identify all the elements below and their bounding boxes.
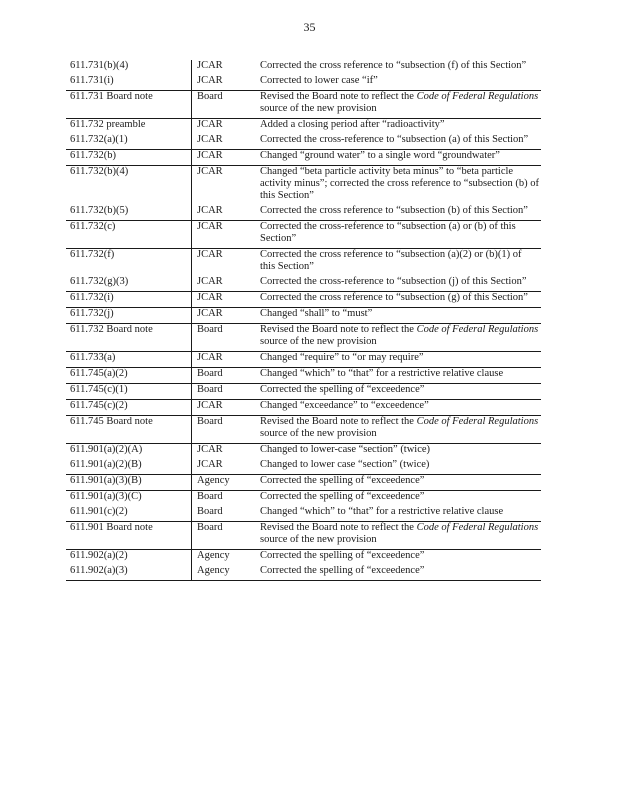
table-row [66,91,541,119]
source-cell: JCAR [192,221,257,249]
description-text: Corrected the spelling of “exceedence” [260,565,425,576]
section-cell: 611.745(c)(2) [66,400,192,416]
description-tail-text: source of the new provision [260,428,377,439]
description-cell [256,150,541,166]
table-row [66,134,541,150]
section-cell: 611.902(a)(2) [66,550,192,566]
description-cell [256,444,541,460]
description-text: Revised the Board note to reflect the [260,91,417,102]
source-cell: JCAR [192,444,257,460]
section-cell: 611.745 Board note [66,416,192,444]
description-text: Changed “exceedance” to “exceedence” [260,400,429,411]
table-row [66,368,541,384]
section-cell: 611.901(a)(2)(A) [66,444,192,460]
table-row [66,506,541,522]
table-row [66,292,541,308]
description-cell [256,550,541,566]
section-cell: 611.732(b) [66,150,192,166]
description-text: Corrected the cross-reference to “subsection (j) of this Section” [260,276,527,287]
description-cell [256,522,541,550]
changes-table-body [66,60,541,581]
source-cell: JCAR [192,205,257,221]
source-cell: JCAR [192,60,257,75]
source-cell: Board [192,416,257,444]
source-cell: Agency [192,475,257,491]
description-italic-text: Code of Federal Regulations [416,324,539,335]
source-cell: JCAR [192,400,257,416]
source-cell: JCAR [192,308,257,324]
source-cell: JCAR [192,292,257,308]
source-cell: Board [192,324,257,352]
description-cell [256,352,541,368]
section-cell: 611.901(a)(2)(B) [70,459,142,470]
table-row [66,565,541,581]
description-tail-text: source of the new provision [260,336,377,347]
description-text: Changed “ground water” to a single word “groundwater” [260,150,500,161]
description-text: Corrected the cross reference to “subsection (b) of this Section” [260,205,528,216]
description-cell [256,205,541,221]
description-cell [256,166,541,206]
description-text: Corrected the spelling of “exceedence” [260,491,425,502]
table-row [66,400,541,416]
page-number: 35 [303,20,316,34]
table-row [66,459,541,475]
description-cell [256,368,541,384]
section-cell: 611.745(a)(2) [66,368,192,384]
source-cell: JCAR [192,75,257,91]
description-text: Changed to lower case “section” (twice) [260,459,430,470]
table-row [66,205,541,221]
description-cell [256,506,541,522]
source-cell: JCAR [192,352,257,368]
description-italic-text: Code of Federal Regulations [416,416,539,427]
description-text: Revised the Board note to reflect the [260,416,417,427]
source-cell: Agency [192,550,257,566]
section-cell: 611.901(a)(3)(C) [66,491,192,507]
description-cell [256,416,541,444]
description-text: Revised the Board note to reflect the [260,324,417,335]
table-row [66,522,541,550]
description-cell [256,134,541,150]
description-cell [256,324,541,352]
section-cell: 611.731 Board note [66,91,192,119]
source-cell: JCAR [192,150,257,166]
section-cell: 611.732(f) [66,249,192,277]
description-text: Corrected the cross-reference to “subsection (a) of this Section” [260,134,529,145]
section-cell: 611.901(c)(2) [70,506,128,517]
description-cell [256,491,541,507]
section-cell: 611.902(a)(3) [66,565,192,581]
source-cell: Board [192,368,257,384]
description-text: Corrected the cross reference to “subsection (a)(2) or (b)(1) of this Section” [260,249,522,272]
description-text: Corrected to lower case “if” [260,75,378,86]
section-cell: 611.745(c)(1) [66,384,192,400]
changes-table [66,60,541,581]
source-cell: Board [192,384,257,400]
description-cell [256,276,541,292]
description-text: Changed to lower-case “section” (twice) [260,444,431,455]
description-cell [256,308,541,324]
description-cell [256,459,541,475]
table-row [66,249,541,277]
table-row [66,324,541,352]
source-cell: Agency [192,565,257,581]
description-cell [256,565,541,581]
description-cell [256,384,541,400]
description-text: Corrected the spelling of “exceedence” [260,550,425,561]
section-cell: 611.732(a)(1) [70,134,128,145]
table-row [66,491,541,507]
source-cell: JCAR [192,249,257,277]
description-tail-text: source of the new provision [260,534,377,545]
description-cell [256,75,541,91]
section-cell: 611.731(b)(4) [70,60,129,71]
description-tail-text: source of the new provision [260,103,377,114]
table-row [66,444,541,460]
section-cell: 611.732(b)(4) [66,166,192,206]
description-text: Corrected the cross reference to “subsection (g) of this Section” [260,292,528,303]
table-row [66,352,541,368]
table-row [66,60,541,75]
section-cell: 611.732(c) [66,221,192,249]
source-cell: JCAR [192,459,257,475]
table-row [66,550,541,566]
section-cell: 611.732(j) [66,308,192,324]
description-cell [256,475,541,491]
description-text: Changed “beta particle activity beta minus” to “beta particle activity minus”; corrected the cross reference to “subsection (b) of this Section” [260,166,540,201]
description-text: Changed “which” to “that” for a restrictive relative clause [260,506,504,517]
table-row [66,416,541,444]
source-cell: Board [192,91,257,119]
source-cell: Board [192,491,257,507]
description-text: Changed “shall” to “must” [260,308,373,319]
description-text: Corrected the spelling of “exceedence” [260,384,425,395]
section-cell: 611.733(a) [66,352,192,368]
source-cell: JCAR [192,166,257,206]
section-cell: 611.901(a)(3)(B) [66,475,192,491]
table-row [66,276,541,292]
section-cell: 611.901 Board note [66,522,192,550]
description-cell [256,119,541,135]
section-cell: 611.732(i) [66,292,192,308]
section-cell: 611.732 Board note [66,324,192,352]
description-text: Added a closing period after “radioactivity” [260,119,445,130]
table-row [66,221,541,249]
source-cell: JCAR [192,134,257,150]
source-cell: Board [192,506,257,522]
source-cell: Board [192,522,257,550]
section-cell: 611.732(b)(5) [70,205,129,216]
description-text: Changed “require” to “or may require” [260,352,424,363]
description-cell [256,400,541,416]
description-cell [256,221,541,249]
table-row [66,475,541,491]
source-cell: JCAR [192,119,257,135]
description-cell [256,91,541,119]
description-cell [256,60,541,75]
table-row [66,150,541,166]
section-cell: 611.732 preamble [66,119,192,135]
description-text: Corrected the spelling of “exceedence” [260,475,425,486]
table-row [66,75,541,91]
description-text: Corrected the cross reference to “subsection (f) of this Section” [260,60,527,71]
section-cell: 611.731(i) [70,75,114,86]
description-cell [256,292,541,308]
source-cell: JCAR [192,276,257,292]
description-cell [256,249,541,277]
description-text: Corrected the cross-reference to “subsection (a) or (b) of this Section” [260,221,516,244]
table-row [66,308,541,324]
table-row [66,119,541,135]
table-row [66,166,541,206]
description-text: Changed “which” to “that” for a restrictive relative clause [260,368,504,379]
table-row [66,384,541,400]
description-text: Revised the Board note to reflect the [260,522,417,533]
description-italic-text: Code of Federal Regulations [416,91,539,102]
section-cell: 611.732(g)(3) [70,276,129,287]
description-italic-text: Code of Federal Regulations [416,522,539,533]
